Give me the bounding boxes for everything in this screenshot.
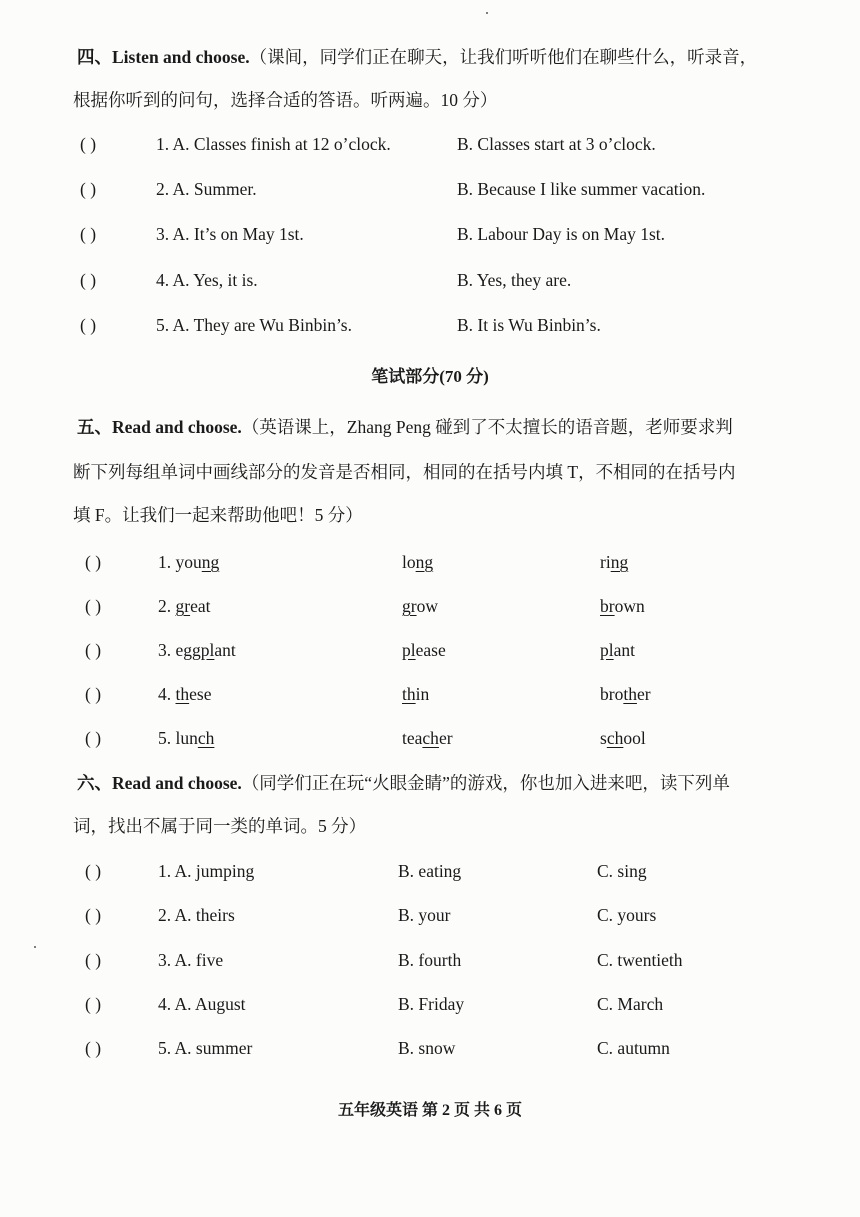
answer-blank[interactable]: ( ) <box>80 179 97 199</box>
option-b: B. Yes, they are. <box>457 270 572 290</box>
section-6-title <box>77 762 827 805</box>
answer-blank[interactable]: ( ) <box>85 905 102 925</box>
section-6-instruction-2: 词，找出不属于同一类的单词。5 分） <box>73 816 367 836</box>
question-row <box>0 270 860 300</box>
odd-one-out-row <box>0 1038 860 1068</box>
underlined-letters: pl <box>200 640 215 660</box>
option-a: 2. A. theirs <box>158 905 235 925</box>
answer-blank[interactable]: ( ) <box>80 134 97 154</box>
odd-one-out-row <box>0 905 860 935</box>
underlined-letters: th <box>402 684 416 704</box>
answer-blank[interactable]: ( ) <box>80 224 97 244</box>
answer-blank[interactable]: ( ) <box>85 994 102 1014</box>
section-4-title-en: Listen and choose. <box>112 47 250 67</box>
section-5-instruction: （英语课上，Zhang Peng 碰到了不太擅长的语音题，老师要求判 <box>241 417 733 437</box>
option-b: B. Friday <box>398 994 465 1014</box>
option-a: 5. A. They are Wu Binbin’s. <box>156 315 352 335</box>
option-b: B. Because I like summer vacation. <box>457 179 706 199</box>
page-footer: 五年级英语 第 2 页 共 6 页 <box>337 1102 522 1119</box>
answer-blank[interactable]: ( ) <box>85 861 102 881</box>
written-part-heading: 笔试部分(70 分) <box>371 367 489 386</box>
scan-speck <box>34 946 36 948</box>
answer-blank[interactable]: ( ) <box>80 270 97 290</box>
option-c: C. March <box>597 994 664 1014</box>
question-row <box>0 134 860 164</box>
question-row <box>0 179 860 209</box>
word-2: grow <box>402 596 438 616</box>
section-4-number: 四、 <box>77 47 112 67</box>
section-4-title <box>77 36 827 79</box>
option-c: C. autumn <box>597 1038 670 1058</box>
option-a: 4. A. Yes, it is. <box>156 270 258 290</box>
option-a: 3. A. It’s on May 1st. <box>156 224 304 244</box>
option-b: B. fourth <box>398 950 462 970</box>
answer-blank[interactable]: ( ) <box>85 684 102 704</box>
section-5-instruction-2: 断下列每组单词中画线部分的发音是否相同，相同的在括号内填 T，不相同的在括号内 <box>73 462 736 482</box>
section-5-number: 五、 <box>77 417 112 437</box>
answer-blank[interactable]: ( ) <box>85 552 102 572</box>
word-1: 5. lunch <box>158 728 215 748</box>
phonics-row <box>0 684 860 714</box>
answer-blank[interactable]: ( ) <box>85 640 102 660</box>
option-b: B. It is Wu Binbin’s. <box>457 315 601 335</box>
phonics-row <box>0 552 860 582</box>
question-row <box>0 315 860 345</box>
word-2: thin <box>402 684 430 704</box>
underlined-letters: ch <box>197 728 215 748</box>
option-a: 3. A. five <box>158 950 224 970</box>
underlined-letters: th <box>175 684 190 704</box>
phonics-row <box>0 596 860 626</box>
underlined-letters: gr <box>402 596 417 616</box>
phonics-row <box>0 640 860 670</box>
underlined-letters: th <box>623 684 637 704</box>
word-1: 4. these <box>158 684 212 704</box>
option-c: C. twentieth <box>597 950 683 970</box>
question-row <box>0 224 860 254</box>
underlined-letters: pl <box>402 640 416 660</box>
section-6-instruction: （同学们正在玩“火眼金睛”的游戏，你也加入进来吧，读下列单 <box>241 773 730 793</box>
odd-one-out-row <box>0 861 860 891</box>
word-2: long <box>402 552 434 572</box>
answer-blank[interactable]: ( ) <box>85 1038 102 1058</box>
word-3: brown <box>600 596 645 616</box>
odd-one-out-row <box>0 950 860 980</box>
section-5-title-en: Read and choose. <box>112 417 242 437</box>
underlined-letters: ng <box>610 552 629 572</box>
option-b: B. Classes start at 3 o’clock. <box>457 134 656 154</box>
word-1: 1. young <box>158 552 220 572</box>
odd-one-out-row <box>0 994 860 1024</box>
answer-blank[interactable]: ( ) <box>85 596 102 616</box>
option-c: C. yours <box>597 905 657 925</box>
option-a: 1. A. jumping <box>158 861 255 881</box>
underlined-letters: ng <box>415 552 434 572</box>
word-3: brother <box>600 684 651 704</box>
word-2: please <box>402 640 446 660</box>
option-a: 2. A. Summer. <box>156 179 257 199</box>
underlined-letters: ch <box>606 728 624 748</box>
option-b: B. eating <box>398 861 462 881</box>
section-5-instruction-3: 填 F。让我们一起来帮助他吧！5 分） <box>73 505 363 525</box>
section-6-title-en: Read and choose. <box>112 773 242 793</box>
section-4-instruction-2: 根据你听到的问句，选择合适的答语。听两遍。10 分） <box>73 90 498 110</box>
answer-blank[interactable]: ( ) <box>85 950 102 970</box>
option-c: C. sing <box>597 861 647 881</box>
word-1: 3. eggplant <box>158 640 236 660</box>
option-a: 1. A. Classes finish at 12 o’clock. <box>156 134 391 154</box>
word-2: teacher <box>402 728 453 748</box>
phonics-row <box>0 728 860 758</box>
word-1: 2. great <box>158 596 211 616</box>
answer-blank[interactable]: ( ) <box>80 315 97 335</box>
underlined-letters: gr <box>175 596 191 616</box>
section-6-number: 六、 <box>77 773 112 793</box>
section-4-instruction: （课间，同学们正在聊天，让我们听听他们在聊些什么，听录音， <box>249 47 758 67</box>
option-a: 4. A. August <box>158 994 246 1014</box>
scan-speck <box>486 12 488 14</box>
option-a: 5. A. summer <box>158 1038 253 1058</box>
answer-blank[interactable]: ( ) <box>85 728 102 748</box>
underlined-letters: ch <box>422 728 439 748</box>
underlined-letters: ng <box>201 552 220 572</box>
underlined-letters: pl <box>600 640 614 660</box>
word-3: plant <box>600 640 636 660</box>
option-b: B. Labour Day is on May 1st. <box>457 224 666 244</box>
option-b: B. your <box>398 905 451 925</box>
section-5-title <box>77 406 827 449</box>
word-3: school <box>600 728 646 748</box>
underlined-letters: br <box>600 596 615 616</box>
option-b: B. snow <box>398 1038 456 1058</box>
word-3: ring <box>600 552 629 572</box>
